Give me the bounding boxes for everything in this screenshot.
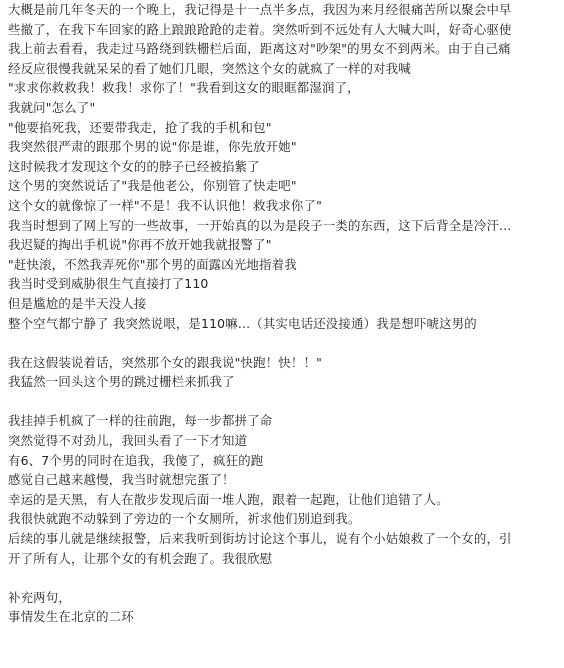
text-line: 但是尴尬的是半天没人接 — [8, 295, 147, 311]
text-line: 我迟疑的掏出手机说"你再不放开她我就报警了" — [8, 237, 272, 253]
text-line: 我当时想到了网上写的一些故事，一开始真的以为是段子一类的东西，这下后背全是冷汗... — [8, 217, 512, 233]
text-line: 我猛然一回头这个男的跳过栅栏来抓我了 — [8, 374, 235, 390]
text-line: 感觉自己越来越慢，我当时就想完蛋了！ — [8, 472, 235, 488]
text-line: 我突然很严肃的跟那个男的说"你是谁，你先放开她" — [8, 139, 297, 155]
blank-line — [8, 333, 558, 353]
text-line: 我上前去看看，我走过马路绕到铁栅栏后面，距离这对"吵架"的男女不到两米。由于自己痛 — [8, 41, 511, 57]
text-line: 事情发生在北京的二环 — [8, 609, 134, 625]
blank-line — [8, 392, 558, 412]
text-line: 我就问"怎么了" — [8, 99, 96, 115]
text-line: 幸运的是天黑，有人在散步发现后面一堆人跑，跟着一起跑，让他们追错了人。 — [8, 491, 449, 507]
text-line: 后续的事儿就是继续报警，后来我听到街坊讨论这个事儿，说有个小姑娘救了一个女的，引 — [8, 531, 512, 547]
text-line: 有6、7个男的同时在追我，我傻了，疯狂的跑 — [8, 452, 264, 468]
text-line: 这个男的突然说话了"我是他老公，你别管了快走吧" — [8, 178, 297, 194]
document-body — [8, 0, 558, 627]
text-line: 经反应很慢我就呆呆的看了她们几眼，突然这个女的就疯了一样的对我喊 — [8, 60, 411, 76]
text-line: 我挂掉手机疯了一样的往前跑，每一步都拼了命 — [8, 413, 273, 429]
blank-line — [8, 568, 558, 588]
text-line: "他要掐死我，还要带我走，抢了我的手机和包" — [8, 119, 272, 135]
text-line: 这时候我才发现这个女的的脖子已经被掐紫了 — [8, 158, 260, 174]
text-line: 这个女的就像惊了一样"不是！我不认识他！救我求你了" — [8, 197, 322, 213]
text-line: 我在这假装说着话，突然那个女的跟我说"快跑！快！！" — [8, 354, 322, 370]
text-line: 整个空气都宁静了 我突然说哏，是110嘛...（其实电话还没接通）我是想吓唬这男的 — [8, 315, 477, 331]
text-line: 开了所有人，让那个女的有机会跑了。我很欣慰 — [8, 550, 273, 566]
text-line: 些撤了，在我下车回家的路上踉踉跄跄的走着。突然听到不远处有人大喊大叫，好奇心驱使 — [8, 21, 512, 37]
text-line: "求求你救救我！救我！求你了！"我看到这女的眼眶都湿润了， — [8, 80, 360, 96]
text-line: 大概是前几年冬天的一个晚上，我记得是十一点半多点，我因为来月经很痛苦所以聚会中早 — [8, 2, 512, 17]
text-line: 我当时受到威胁很生气直接打了110 — [8, 276, 209, 292]
text-line: 补充两句， — [8, 589, 71, 605]
text-line: 突然觉得不对劲儿，我回头看了一下才知道 — [8, 433, 248, 449]
text-line: 我很快就跑不动躲到了旁边的一个女厕所，祈求他们别追到我。 — [8, 511, 361, 527]
text-line: "赶快滚，不然我弄死你"那个男的面露凶光地指着我 — [8, 256, 297, 272]
